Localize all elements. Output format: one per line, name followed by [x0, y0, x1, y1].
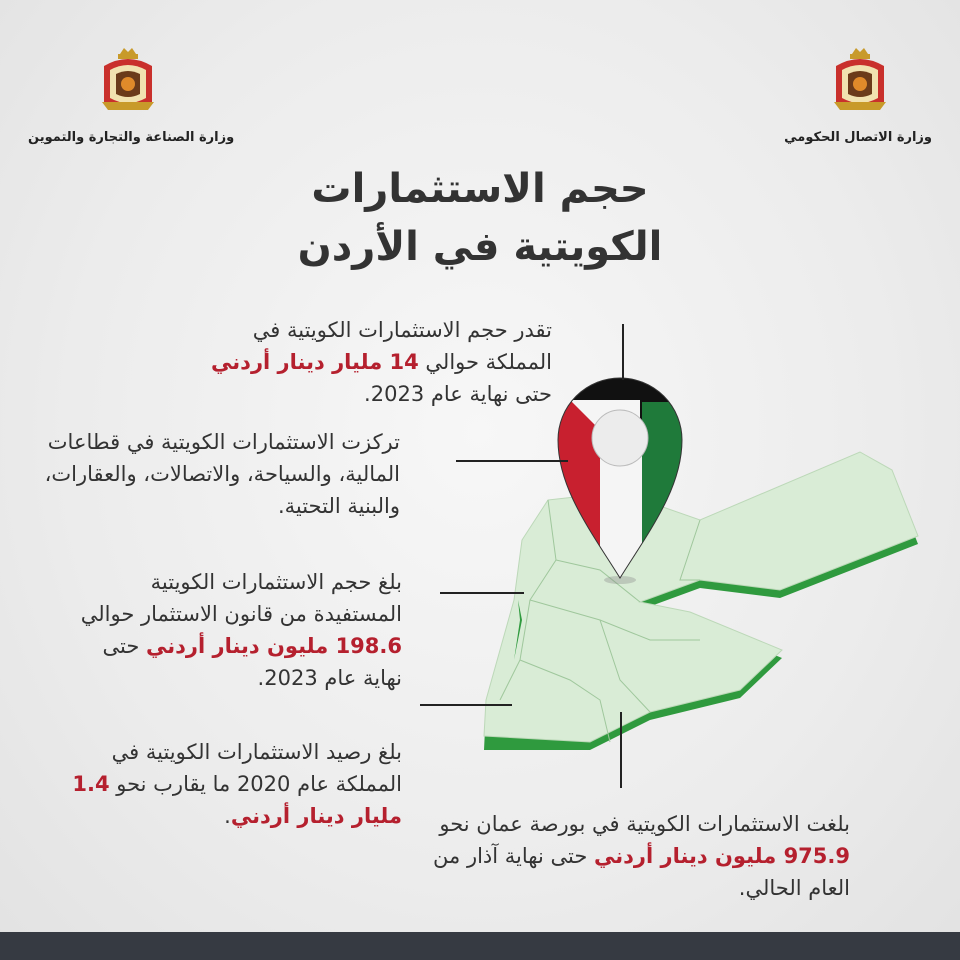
- info-text: حتى نهاية عام 2023.: [364, 382, 552, 406]
- info-block-sectors: [20, 426, 400, 522]
- connector-line-2: [456, 460, 568, 462]
- info-block-investment-law: [60, 566, 402, 694]
- ministry-name-left: وزارة الصناعة والتجارة والتموين: [28, 130, 235, 145]
- info-text: .: [224, 804, 231, 828]
- info-highlight: 14 مليار دينار أردني: [211, 350, 419, 374]
- info-block-amman-bourse: [420, 808, 850, 904]
- title-line-2: الكويتية في الأردن: [297, 224, 663, 270]
- jordan-map-shape: [484, 452, 918, 742]
- info-block-total-investment: [200, 314, 552, 410]
- info-block-balance-2020: [60, 736, 402, 832]
- info-text: بلغ حجم الاستثمارات الكويتية المستفيدة من قانون الاستثمار حوالي: [80, 570, 402, 626]
- info-text: بلغت الاستثمارات الكويتية في بورصة عمان نحو: [439, 812, 850, 836]
- connector-line-1: [622, 324, 624, 380]
- info-highlight: 1.4 مليار دينار أردني: [72, 772, 402, 828]
- title-line-1: حجم الاستثمارات: [311, 166, 649, 212]
- info-text: تركزت الاستثمارات الكويتية في قطاعات المالية، والسياحة، والاتصالات، والعقارات، والبنية التحتية.: [44, 430, 400, 518]
- connector-line-4: [420, 704, 512, 706]
- info-text: حتى نهاية عام 2023.: [102, 634, 402, 690]
- info-text: حتى نهاية آذار من العام الحالي.: [433, 844, 850, 900]
- info-highlight: 975.9 مليون دينار أردني: [593, 844, 850, 868]
- info-text: بلغ رصيد الاستثمارات الكويتية في المملكة عام 2020 ما يقارب نحو: [109, 740, 402, 796]
- connector-line-3: [440, 592, 524, 594]
- ministry-name-right: وزارة الاتصال الحكومي: [784, 130, 932, 145]
- connector-line-5: [620, 712, 622, 788]
- info-text: تقدر حجم الاستثمارات الكويتية في المملكة حوالي: [252, 318, 552, 374]
- footer-bar: [0, 932, 960, 960]
- info-highlight: 198.6 مليون دينار أردني: [145, 634, 402, 658]
